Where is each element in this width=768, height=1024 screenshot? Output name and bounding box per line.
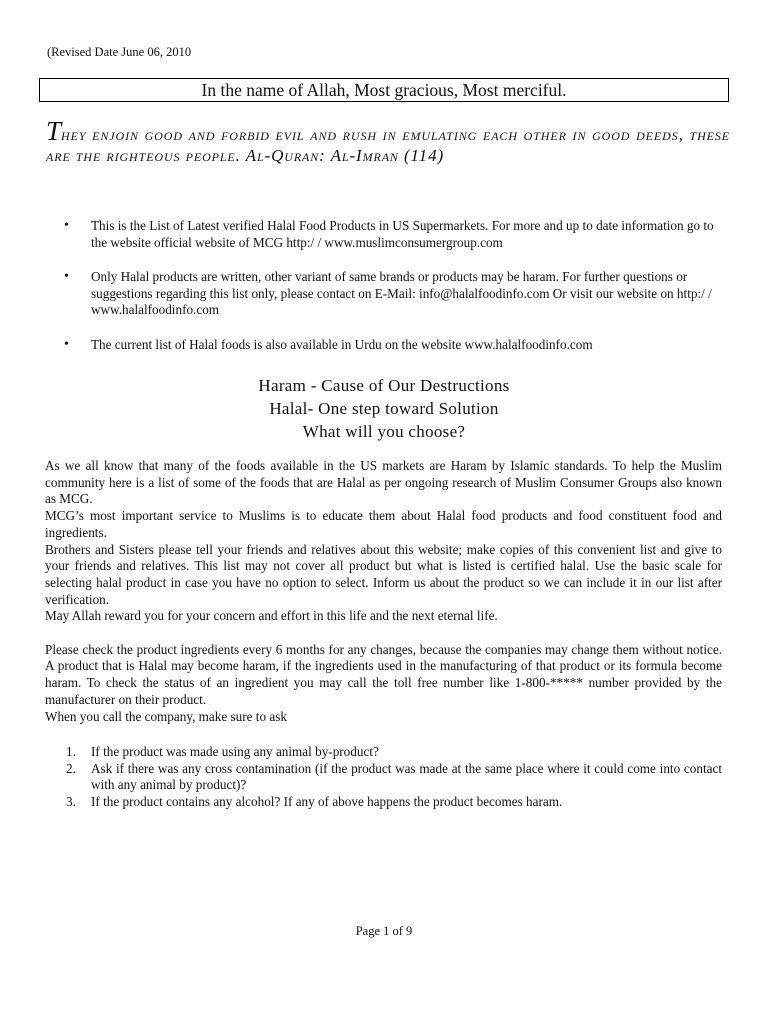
- paragraph-dua: May Allah reward you for your concern and effort in this life and the next eternal life.: [45, 608, 498, 624]
- paragraph-share: Brothers and Sisters please tell your friends and relatives about this website; make copies of this convenient list and give to your friends and relatives. This list may not cover all product but what is listed is certified halal. Use the basic scale for selecting halal product in case you have no option to select. Inform us about the product so we can include it in our list after verification.: [45, 541, 722, 607]
- list-item: [66, 761, 722, 794]
- paragraph-intro: As we all know that many of the foods available in the US markets are Haram by Islamic standards. To help the Muslim community here is a list of some of the foods that are Halal as per ongoing research of Muslim Consumer Groups also known as MCG.: [45, 458, 722, 507]
- paragraph-check-ingredients: Please check the product ingredients every 6 months for any changes, because the companies may change them without notice. A product that is Halal may become haram, if the ingredients used in the manufacturing of that product or its formula become haram. To check the status of an ingredient you may call the toll free number like 1-800-***** number provided by the manufacturer on their product.: [45, 641, 722, 707]
- list-number: 1.: [66, 744, 76, 759]
- list-item-text: Ask if there was any cross contamination (if the product was made at the same place where it could come into contact with any animal by product)?: [91, 760, 722, 793]
- question-list: [66, 744, 722, 811]
- bismillah-box: In the name of Allah, Most gracious, Most merciful.: [39, 78, 729, 102]
- info-bullet-list: [63, 218, 728, 371]
- quran-verse-text: hey enjoin good and forbid evil and rush in emulating each other in good deeds, these are the righteous people. Al-Quran: Al-Imran (114): [46, 125, 730, 165]
- heading-haram: Haram - Cause of Our Destructions: [258, 376, 510, 395]
- heading-choose: What will you choose?: [302, 422, 466, 441]
- section-headings: [39, 374, 729, 443]
- paragraph-gap: [45, 625, 722, 642]
- list-item: [66, 744, 722, 761]
- body-text: [45, 458, 722, 725]
- paragraph-call-company: When you call the company, make sure to ask: [45, 708, 287, 724]
- bullet-item-website: • This is the List of Latest verified Halal Food Products in US Supermarkets. For more and up to date information go to the website official website of MCG http:/ / www.muslimconsumergroup.com: [63, 218, 728, 251]
- list-number: 3.: [66, 794, 76, 810]
- revised-date: (Revised Date June 06, 2010: [47, 45, 192, 59]
- list-item-text: If the product was made using any animal by-product?: [91, 744, 379, 759]
- page-number: Page 1 of 9: [355, 924, 413, 938]
- list-item-text: If the product contains any alcohol? If any of above happens the product becomes haram.: [91, 794, 563, 810]
- bullet-item-contact: • Only Halal products are written, other variant of same brands or products may be haram. For further questions or suggestions regarding this list only, please contact on E-Mail: info@halalfoodinfo.com Or visit our website on http:/ / www.halalfoodinfo.com: [63, 269, 728, 319]
- paragraph-mcg-service: MCG’s most important service to Muslims is to educate them about Halal food products and food constituent food and ingredients.: [45, 508, 722, 540]
- list-number: 2.: [66, 760, 76, 776]
- list-item: [66, 794, 722, 811]
- bullet-item-urdu: • The current list of Halal foods is also available in Urdu on the website www.halalfoodinfo.com: [63, 337, 728, 354]
- quran-drop-letter: T: [46, 116, 62, 146]
- heading-halal: Halal- One step toward Solution: [269, 399, 499, 418]
- quran-verse: [46, 116, 730, 166]
